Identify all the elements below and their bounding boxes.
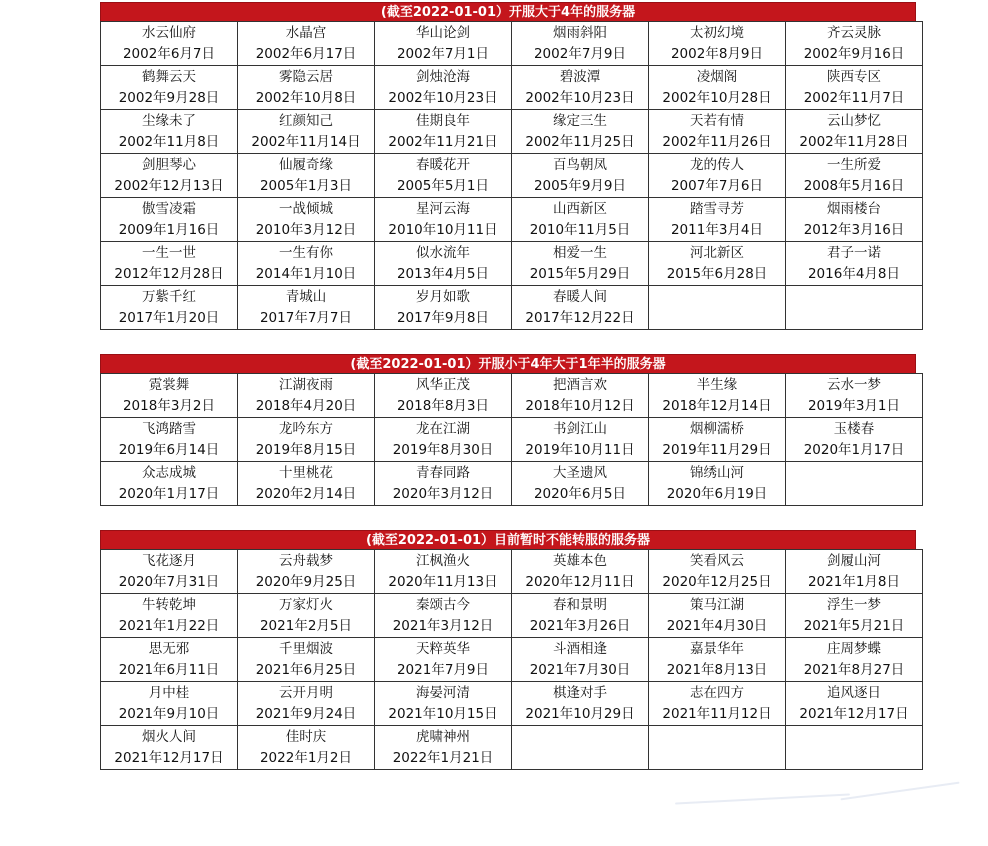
server-cell (238, 374, 375, 418)
server-open-date: 2012年12月28日 (114, 265, 224, 282)
server-cell (238, 66, 375, 110)
server-name: 牛转乾坤 (142, 596, 196, 613)
server-open-date: 2020年12月25日 (662, 573, 772, 590)
server-name: 剑烛沧海 (416, 68, 470, 85)
server-open-date: 2020年1月17日 (803, 441, 905, 458)
server-open-date: 2010年3月12日 (255, 221, 357, 238)
server-open-date: 2021年10月29日 (525, 705, 635, 722)
server-cell (649, 110, 786, 154)
server-name: 水云仙府 (142, 24, 196, 41)
server-cell (375, 66, 512, 110)
server-open-date: 2007年7月6日 (670, 177, 764, 194)
server-name: 半生缘 (696, 376, 738, 393)
server-name: 剑履山河 (827, 552, 881, 569)
server-name: 雾隐云居 (279, 68, 333, 85)
server-cell (512, 550, 649, 594)
table-row (101, 726, 923, 770)
watermark-stroke (840, 782, 959, 801)
server-open-date: 2019年6月14日 (118, 441, 220, 458)
server-name: 天粹英华 (416, 640, 470, 657)
server-open-date: 2020年1月17日 (118, 485, 220, 502)
server-cell (375, 550, 512, 594)
server-open-date: 2005年9月9日 (533, 177, 627, 194)
server-name: 浮生一梦 (827, 596, 881, 613)
server-cell (512, 22, 649, 66)
server-open-date: 2021年8月27日 (803, 661, 905, 678)
server-open-date: 2019年10月11日 (525, 441, 635, 458)
server-cell (512, 110, 649, 154)
server-name: 华山论剑 (416, 24, 470, 41)
server-name: 策马江湖 (690, 596, 744, 613)
server-cell (649, 550, 786, 594)
server-open-date: 2019年8月15日 (255, 441, 357, 458)
server-cell (786, 638, 923, 682)
server-open-date: 2021年9月24日 (255, 705, 357, 722)
server-cell (101, 682, 238, 726)
server-name: 尘缘未了 (142, 112, 196, 129)
server-cell (786, 682, 923, 726)
server-cell (649, 638, 786, 682)
server-cell (649, 242, 786, 286)
server-name: 海晏河清 (416, 684, 470, 701)
server-cell (101, 286, 238, 330)
server-open-date: 2002年11月28日 (799, 133, 909, 150)
server-name: 剑胆琴心 (142, 156, 196, 173)
server-name: 飞花逐月 (142, 552, 196, 569)
server-name: 踏雪寻芳 (690, 200, 744, 217)
server-section-1-5-to-4-years (100, 354, 916, 506)
server-open-date: 2020年9月25日 (255, 573, 357, 590)
server-open-date: 2017年7月7日 (259, 309, 353, 326)
server-cell (238, 726, 375, 770)
table-row (101, 110, 923, 154)
server-open-date: 2021年7月9日 (396, 661, 490, 678)
server-name: 佳期良年 (416, 112, 470, 129)
server-open-date: 2017年9月8日 (396, 309, 490, 326)
server-cell (375, 638, 512, 682)
server-cell (649, 374, 786, 418)
server-open-date: 2019年3月1日 (807, 397, 901, 414)
server-open-date: 2012年3月16日 (803, 221, 905, 238)
server-open-date: 2019年8月30日 (392, 441, 494, 458)
server-cell (101, 550, 238, 594)
server-name: 碧波潭 (559, 68, 601, 85)
server-name: 霓裳舞 (148, 376, 190, 393)
server-cell (101, 594, 238, 638)
server-cell (375, 198, 512, 242)
server-section-over-4-years (100, 2, 916, 330)
empty-cell (786, 286, 923, 330)
server-name: 月中桂 (148, 684, 190, 701)
server-cell (101, 374, 238, 418)
server-name: 龙吟东方 (279, 420, 333, 437)
server-name: 凌烟阁 (696, 68, 738, 85)
server-cell (375, 374, 512, 418)
server-name: 烟雨斜阳 (553, 24, 607, 41)
server-cell (238, 682, 375, 726)
server-name: 一生一世 (142, 244, 196, 261)
server-name: 锦绣山河 (690, 464, 744, 481)
server-name: 千里烟波 (279, 640, 333, 657)
server-cell (375, 418, 512, 462)
server-name: 云舟载梦 (279, 552, 333, 569)
server-name: 众志成城 (142, 464, 196, 481)
server-name: 志在四方 (690, 684, 744, 701)
server-cell (101, 418, 238, 462)
server-open-date: 2002年6月7日 (122, 45, 216, 62)
server-open-date: 2002年7月9日 (533, 45, 627, 62)
table-row (101, 66, 923, 110)
empty-cell (512, 726, 649, 770)
server-name: 齐云灵脉 (827, 24, 881, 41)
server-cell (375, 462, 512, 506)
server-cell (786, 594, 923, 638)
server-open-date: 2021年5月21日 (803, 617, 905, 634)
server-cell (649, 418, 786, 462)
server-open-date: 2018年10月12日 (525, 397, 635, 414)
server-open-date: 2018年12月14日 (662, 397, 772, 414)
server-open-date: 2020年6月19日 (666, 485, 768, 502)
server-open-date: 2010年11月5日 (529, 221, 631, 238)
server-cell (101, 110, 238, 154)
server-cell (512, 418, 649, 462)
server-open-date: 2002年9月28日 (118, 89, 220, 106)
server-name: 龙在江湖 (416, 420, 470, 437)
section-header: (截至2022-01-01）开服大于4年的服务器 (100, 2, 916, 22)
table-row (101, 22, 923, 66)
section-header: (截至2022-01-01）目前暂时不能转服的服务器 (100, 530, 916, 550)
server-open-date: 2002年7月1日 (396, 45, 490, 62)
server-section-no-transfer (100, 530, 916, 770)
server-name: 青春同路 (416, 464, 470, 481)
server-open-date: 2002年10月28日 (662, 89, 772, 106)
server-cell (101, 638, 238, 682)
empty-cell (786, 726, 923, 770)
server-open-date: 2021年1月22日 (118, 617, 220, 634)
server-open-date: 2002年8月9日 (670, 45, 764, 62)
server-open-date: 2002年11月25日 (525, 133, 635, 150)
server-name: 佳时庆 (285, 728, 327, 745)
server-table (100, 373, 923, 506)
server-cell (786, 550, 923, 594)
server-open-date: 2021年1月8日 (807, 573, 901, 590)
table-row (101, 154, 923, 198)
server-name: 追风逐日 (827, 684, 881, 701)
server-name: 十里桃花 (279, 464, 333, 481)
table-row (101, 418, 923, 462)
server-name: 春暖花开 (416, 156, 470, 173)
server-open-date: 2022年1月21日 (392, 749, 494, 766)
server-open-date: 2008年5月16日 (803, 177, 905, 194)
server-cell (786, 22, 923, 66)
server-cell (786, 198, 923, 242)
server-name: 一生有你 (279, 244, 333, 261)
server-name: 江湖夜雨 (279, 376, 333, 393)
server-name: 傲雪凌霜 (142, 200, 196, 217)
server-open-date: 2021年12月17日 (114, 749, 224, 766)
server-open-date: 2020年3月12日 (392, 485, 494, 502)
server-cell (512, 682, 649, 726)
server-open-date: 2002年12月13日 (114, 177, 224, 194)
server-cell (786, 154, 923, 198)
server-cell (786, 242, 923, 286)
server-open-date: 2020年12月11日 (525, 573, 635, 590)
server-open-date: 2021年6月11日 (118, 661, 220, 678)
server-cell (375, 594, 512, 638)
server-open-date: 2021年3月26日 (529, 617, 631, 634)
server-open-date: 2015年5月29日 (529, 265, 631, 282)
server-open-date: 2018年3月2日 (122, 397, 216, 414)
table-row (101, 374, 923, 418)
server-open-date: 2002年11月21日 (388, 133, 498, 150)
server-cell (786, 418, 923, 462)
server-cell (375, 242, 512, 286)
server-cell (649, 462, 786, 506)
server-cell (101, 242, 238, 286)
server-cell (649, 66, 786, 110)
server-cell (512, 154, 649, 198)
server-cell (238, 22, 375, 66)
server-name: 江枫渔火 (416, 552, 470, 569)
server-open-date: 2021年8月13日 (666, 661, 768, 678)
server-name: 虎啸神州 (416, 728, 470, 745)
server-cell (375, 22, 512, 66)
server-name: 云开月明 (279, 684, 333, 701)
server-name: 春暖人间 (553, 288, 607, 305)
server-open-date: 2018年4月20日 (255, 397, 357, 414)
server-open-date: 2021年2月5日 (259, 617, 353, 634)
server-open-date: 2010年10月11日 (388, 221, 498, 238)
server-open-date: 2021年10月15日 (388, 705, 498, 722)
server-cell (512, 242, 649, 286)
server-name: 把酒言欢 (553, 376, 607, 393)
empty-cell (786, 462, 923, 506)
server-table (100, 21, 923, 330)
server-name: 英雄本色 (553, 552, 607, 569)
server-cell (101, 154, 238, 198)
server-open-date: 2022年1月2日 (259, 749, 353, 766)
server-name: 嘉景华年 (690, 640, 744, 657)
server-cell (512, 286, 649, 330)
server-cell (649, 154, 786, 198)
server-name: 龙的传人 (690, 156, 744, 173)
server-cell (101, 726, 238, 770)
server-cell (238, 198, 375, 242)
table-row (101, 550, 923, 594)
server-table (100, 549, 923, 770)
table-row (101, 462, 923, 506)
server-name: 万家灯火 (279, 596, 333, 613)
server-cell (512, 66, 649, 110)
server-open-date: 2011年3月4日 (670, 221, 764, 238)
server-open-date: 2021年3月12日 (392, 617, 494, 634)
server-cell (512, 638, 649, 682)
server-name: 烟柳濡桥 (690, 420, 744, 437)
server-open-date: 2020年7月31日 (118, 573, 220, 590)
server-cell (375, 682, 512, 726)
server-cell (238, 638, 375, 682)
server-open-date: 2021年7月30日 (529, 661, 631, 678)
table-row (101, 198, 923, 242)
server-cell (101, 66, 238, 110)
server-name: 百鸟朝凤 (553, 156, 607, 173)
server-name: 棋逢对手 (553, 684, 607, 701)
server-open-date: 2013年4月5日 (396, 265, 490, 282)
server-cell (512, 462, 649, 506)
server-name: 陕西专区 (827, 68, 881, 85)
server-name: 云山梦忆 (827, 112, 881, 129)
server-name: 斗酒相逢 (553, 640, 607, 657)
empty-cell (649, 286, 786, 330)
server-open-date: 2005年5月1日 (396, 177, 490, 194)
server-name: 玉楼春 (833, 420, 875, 437)
server-cell (786, 110, 923, 154)
server-name: 水晶宫 (285, 24, 327, 41)
server-open-date: 2002年11月8日 (118, 133, 220, 150)
table-row (101, 594, 923, 638)
table-row (101, 638, 923, 682)
server-cell (786, 374, 923, 418)
server-name: 似水流年 (416, 244, 470, 261)
server-cell (101, 462, 238, 506)
server-cell (649, 22, 786, 66)
server-name: 万紫千红 (142, 288, 196, 305)
server-cell (649, 594, 786, 638)
server-name: 仙履奇缘 (279, 156, 333, 173)
server-name: 笑看风云 (690, 552, 744, 569)
server-open-date: 2017年1月20日 (118, 309, 220, 326)
server-name: 天若有情 (690, 112, 744, 129)
server-cell (786, 66, 923, 110)
server-open-date: 2020年6月5日 (533, 485, 627, 502)
server-name: 君子一诺 (827, 244, 881, 261)
server-cell (375, 154, 512, 198)
server-open-date: 2021年9月10日 (118, 705, 220, 722)
server-cell (101, 198, 238, 242)
server-open-date: 2015年6月28日 (666, 265, 768, 282)
server-cell (375, 726, 512, 770)
server-open-date: 2002年11月14日 (251, 133, 361, 150)
server-name: 庄周梦蝶 (827, 640, 881, 657)
server-open-date: 2002年6月17日 (255, 45, 357, 62)
server-cell (649, 198, 786, 242)
table-row (101, 682, 923, 726)
server-open-date: 2021年11月12日 (662, 705, 772, 722)
server-name: 一战倾城 (279, 200, 333, 217)
server-cell (375, 286, 512, 330)
server-cell (512, 374, 649, 418)
server-open-date: 2020年2月14日 (255, 485, 357, 502)
server-name: 相爱一生 (553, 244, 607, 261)
server-open-date: 2021年12月17日 (799, 705, 909, 722)
server-open-date: 2021年6月25日 (255, 661, 357, 678)
server-name: 春和景明 (553, 596, 607, 613)
table-row (101, 286, 923, 330)
server-name: 秦颂古今 (416, 596, 470, 613)
server-name: 书剑江山 (553, 420, 607, 437)
server-open-date: 2018年8月3日 (396, 397, 490, 414)
server-name: 大圣遗风 (553, 464, 607, 481)
server-name: 缘定三生 (553, 112, 607, 129)
server-name: 烟雨楼台 (827, 200, 881, 217)
server-name: 飞鸿踏雪 (142, 420, 196, 437)
server-open-date: 2002年10月8日 (255, 89, 357, 106)
server-cell (238, 418, 375, 462)
server-open-date: 2002年10月23日 (388, 89, 498, 106)
server-cell (238, 242, 375, 286)
server-name: 一生所爱 (827, 156, 881, 173)
server-open-date: 2016年4月8日 (807, 265, 901, 282)
watermark-stroke (675, 793, 850, 804)
server-name: 风华正茂 (416, 376, 470, 393)
server-name: 太初幻境 (690, 24, 744, 41)
server-open-date: 2021年4月30日 (666, 617, 768, 634)
server-open-date: 2002年11月26日 (662, 133, 772, 150)
server-cell (238, 110, 375, 154)
empty-cell (649, 726, 786, 770)
server-name: 云水一梦 (827, 376, 881, 393)
server-open-date: 2020年11月13日 (388, 573, 498, 590)
server-open-date: 2002年11月7日 (803, 89, 905, 106)
server-cell (512, 594, 649, 638)
server-name: 思无邪 (148, 640, 190, 657)
server-name: 岁月如歌 (416, 288, 470, 305)
server-open-date: 2005年1月3日 (259, 177, 353, 194)
server-name: 烟火人间 (142, 728, 196, 745)
server-name: 星河云海 (416, 200, 470, 217)
server-name: 鹤舞云天 (142, 68, 196, 85)
server-cell (512, 198, 649, 242)
table-row (101, 242, 923, 286)
server-open-date: 2009年1月16日 (118, 221, 220, 238)
server-open-date: 2019年11月29日 (662, 441, 772, 458)
server-open-date: 2014年1月10日 (255, 265, 357, 282)
server-name: 红颜知己 (279, 112, 333, 129)
server-cell (238, 286, 375, 330)
server-cell (238, 154, 375, 198)
server-open-date: 2002年10月23日 (525, 89, 635, 106)
server-cell (238, 550, 375, 594)
server-cell (649, 682, 786, 726)
section-header: (截至2022-01-01）开服小于4年大于1年半的服务器 (100, 354, 916, 374)
server-name: 山西新区 (553, 200, 607, 217)
server-cell (375, 110, 512, 154)
server-cell (238, 462, 375, 506)
server-open-date: 2017年12月22日 (525, 309, 635, 326)
server-cell (238, 594, 375, 638)
server-open-date: 2002年9月16日 (803, 45, 905, 62)
server-cell (101, 22, 238, 66)
server-name: 河北新区 (690, 244, 744, 261)
server-name: 青城山 (285, 288, 327, 305)
